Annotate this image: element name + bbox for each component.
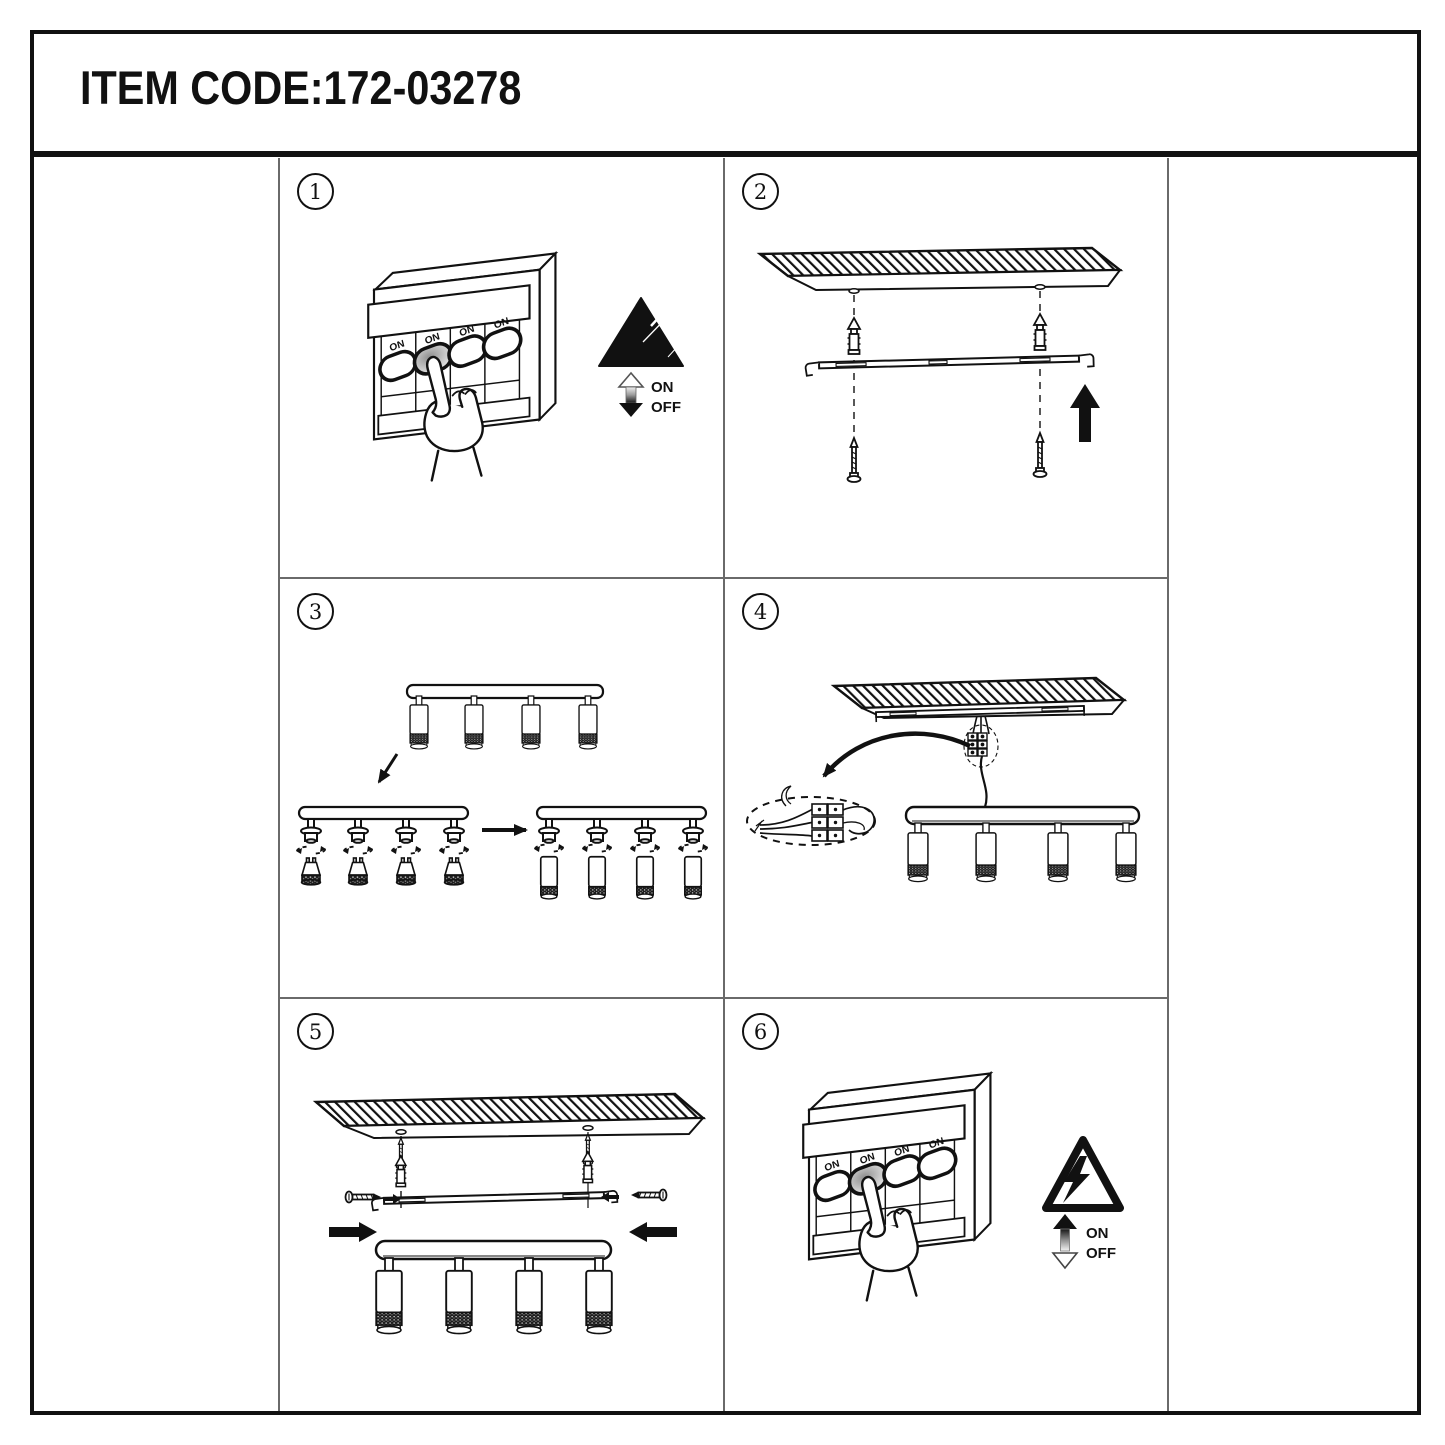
spotlight-icon [376, 1258, 402, 1334]
assembled-fixture [407, 685, 603, 749]
header-divider [30, 151, 1421, 157]
rotation-arrow-icon [343, 846, 373, 854]
gu10-bulb-icon [445, 858, 464, 885]
spotlight-icon [1048, 823, 1068, 882]
spotlight-icon [586, 1258, 612, 1334]
lamp-socket [683, 819, 703, 843]
bar-with-bulbs [296, 807, 469, 885]
wall-plug-icon [395, 1156, 406, 1187]
mounting-hole [849, 289, 859, 293]
wiring [964, 716, 998, 807]
fixture-bar [906, 807, 1139, 882]
electric-hazard-icon [1046, 1140, 1120, 1208]
toggle-off-label: OFF [651, 399, 681, 416]
mounting-hole [583, 1126, 593, 1130]
lamp-socket [348, 819, 368, 843]
lamp-socket [444, 819, 464, 843]
step-panel-5 [279, 998, 723, 1411]
breaker-on-label: ON [823, 1158, 841, 1175]
spotlight-icon [908, 823, 928, 882]
up-arrow-icon [1070, 384, 1100, 442]
step-number-badge [297, 173, 334, 210]
step-number-badge [742, 593, 779, 630]
toggle-on-label: ON [651, 379, 674, 396]
toggle-on-label: ON [1086, 1225, 1109, 1242]
rotation-arrow-icon [582, 844, 612, 852]
step-panel-3 [279, 578, 723, 997]
fixture-bar [376, 1241, 612, 1334]
push-arrow-icon [629, 1222, 677, 1242]
ceiling-plate [316, 1094, 703, 1138]
step-panel-6 [724, 998, 1168, 1411]
toggle-off-label: OFF [1086, 1245, 1116, 1262]
step-number-badge [742, 1013, 779, 1050]
supply-wire [981, 756, 987, 807]
step-number: 4 [753, 599, 768, 624]
spotlight-icon [1116, 823, 1136, 882]
step-panel-1 [279, 158, 723, 577]
gu10-bulb-icon [302, 858, 321, 885]
shade-cylinder-icon [589, 857, 606, 899]
lamp-socket [301, 819, 321, 843]
breaker-on-label: ON [458, 323, 476, 340]
push-arrow-icon [329, 1222, 377, 1242]
step-number: 1 [308, 179, 323, 204]
shade-cylinder-icon [637, 857, 654, 899]
terminal-block-zoom [747, 786, 875, 845]
warning-triangle-icon [599, 298, 683, 366]
gu10-bulb-icon [349, 858, 368, 885]
breaker-on-label: ON [858, 1151, 877, 1168]
on-off-arrow-icon [1053, 1214, 1116, 1268]
bar-with-shades [534, 807, 708, 899]
shade-cylinder-icon [685, 857, 702, 899]
step-panel-4 [724, 578, 1168, 997]
step-number-badge [297, 593, 334, 630]
step-number: 2 [753, 179, 768, 204]
rotation-arrow-icon [391, 846, 421, 854]
step-number: 3 [308, 599, 323, 624]
item-code-title: ITEM CODE:172-03278 [80, 61, 522, 114]
spotlight-icon [516, 1258, 542, 1334]
step-arrow-icon [379, 754, 397, 782]
breaker-on-label: ON [492, 315, 511, 332]
zoom-arrow-icon [824, 734, 970, 776]
mounting-bracket [372, 1191, 618, 1211]
breaker-on-label: ON [893, 1143, 911, 1160]
step-number-badge [297, 1013, 334, 1050]
screw-icon [1034, 433, 1047, 477]
breaker-on-label: ON [423, 331, 442, 348]
ceiling-plate [760, 248, 1120, 293]
breaker-on-label: ON [388, 338, 406, 355]
rotation-arrow-icon [534, 844, 564, 852]
wall-plug-icon [1034, 314, 1047, 350]
step-number: 5 [308, 1019, 323, 1044]
lamp-socket [587, 819, 607, 843]
wall-plug-icon [848, 318, 861, 354]
rotation-arrow-icon [678, 844, 708, 852]
spotlight-icon [976, 823, 996, 882]
lamp-socket [396, 819, 416, 843]
lamp-socket [539, 819, 559, 843]
shade-cylinder-icon [541, 857, 558, 899]
breaker-on-label: ON [927, 1135, 946, 1152]
mounting-hole [396, 1130, 406, 1134]
gu10-bulb-icon [397, 858, 416, 885]
step-panel-2 [724, 158, 1168, 577]
rotation-arrow-icon [630, 844, 660, 852]
step-number-badge [742, 173, 779, 210]
rotation-arrow-icon [439, 846, 469, 854]
on-off-arrow-icon [619, 373, 681, 417]
screw-icon [848, 438, 861, 482]
mounting-hole [1035, 285, 1045, 289]
mounting-bracket [805, 354, 1093, 376]
rotation-arrow-icon [296, 846, 326, 854]
lamp-socket [635, 819, 655, 843]
spotlight-icon [446, 1258, 472, 1334]
wall-plug-icon [582, 1152, 593, 1183]
side-screw-icon [631, 1190, 667, 1201]
step-number: 6 [753, 1019, 768, 1044]
